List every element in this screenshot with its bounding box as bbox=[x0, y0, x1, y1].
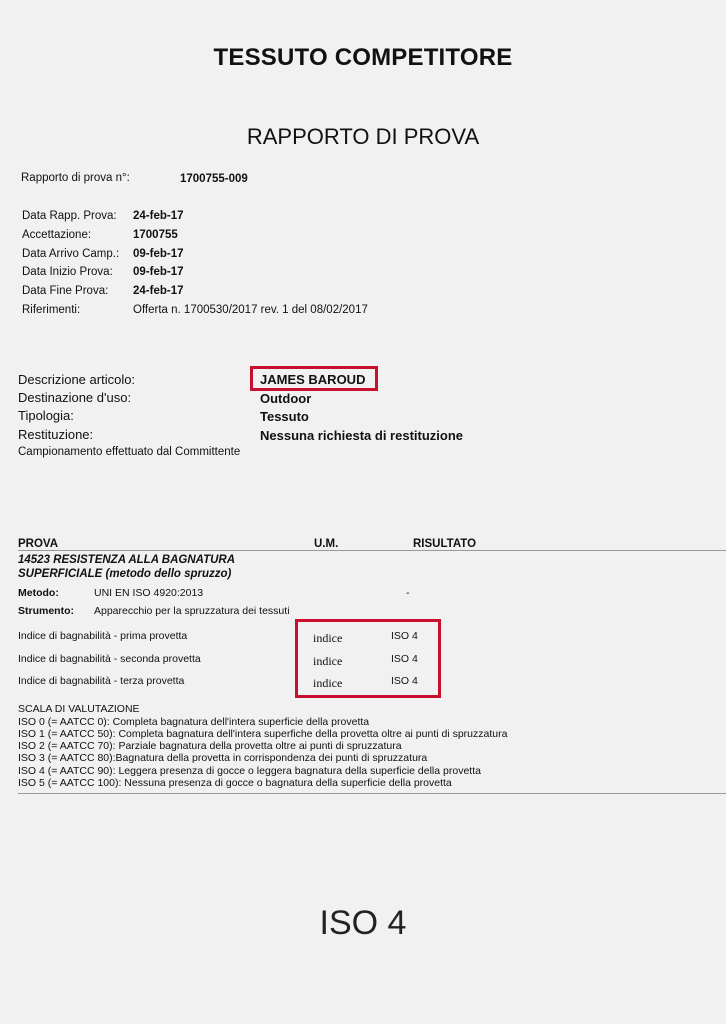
test-name-line2: SUPERFICIALE (metodo dello spruzzo) bbox=[18, 568, 232, 580]
result-row-um: indice bbox=[313, 654, 343, 668]
article-value: JAMES BAROUD bbox=[260, 372, 366, 387]
field-label: Data Arrivo Camp.: bbox=[22, 248, 120, 260]
sampling-note: Campionamento effettuato dal Committente bbox=[18, 446, 241, 458]
field-value: Offerta n. 1700530/2017 rev. 1 del 08/02/2017 bbox=[133, 304, 368, 316]
result-row-value: ISO 4 bbox=[391, 653, 418, 665]
field-value: 09-feb-17 bbox=[133, 266, 184, 278]
header-divider bbox=[18, 550, 726, 551]
scale-line: ISO 4 (= AATCC 90): Leggera presenza di gocce o leggera bagnatura della superficie della provetta bbox=[18, 765, 481, 777]
article-label: Restituzione: bbox=[18, 427, 94, 442]
field-label: Data Inizio Prova: bbox=[22, 266, 113, 278]
result-row-value: ISO 4 bbox=[391, 675, 418, 687]
method-value: UNI EN ISO 4920:2013 bbox=[94, 587, 204, 599]
instrument-value: Apparecchio per la spruzzatura dei tessuti bbox=[94, 605, 290, 617]
result-row-um: indice bbox=[313, 676, 343, 690]
field-label: Data Rapp. Prova: bbox=[22, 210, 117, 222]
result-row-label: Indice di bagnabilità - prima provetta bbox=[18, 630, 188, 642]
scale-line: ISO 5 (= AATCC 100): Nessuna presenza di gocce o bagnatura della superficie della provetta bbox=[18, 777, 452, 789]
article-label: Descrizione articolo: bbox=[18, 372, 136, 387]
field-label: Accettazione: bbox=[22, 229, 92, 241]
result-row-label: Indice di bagnabilità - terza provetta bbox=[18, 675, 185, 687]
report-number-label: Rapporto di prova n°: bbox=[21, 172, 130, 184]
result-row-um: indice bbox=[313, 631, 343, 645]
field-value: 24-feb-17 bbox=[133, 285, 184, 297]
document-title: TESSUTO COMPETITORE bbox=[213, 44, 513, 71]
article-value: Outdoor bbox=[260, 391, 312, 406]
test-name-line1: 14523 RESISTENZA ALLA BAGNATURA bbox=[18, 554, 236, 566]
report-number-value: 1700755-009 bbox=[180, 173, 248, 185]
method-dash: - bbox=[406, 587, 410, 599]
result-row-label: Indice di bagnabilità - seconda provetta bbox=[18, 653, 201, 665]
scale-line: ISO 0 (= AATCC 0): Completa bagnatura dell'intera superficie della provetta bbox=[18, 716, 370, 728]
result-row-value: ISO 4 bbox=[391, 630, 418, 642]
field-value: 09-feb-17 bbox=[133, 248, 184, 260]
article-value: Tessuto bbox=[260, 409, 309, 424]
scale-line: ISO 3 (= AATCC 80):Bagnatura della provetta in corrispondenza dei punti di spruzzatura bbox=[18, 752, 428, 764]
scale-title: SCALA DI VALUTAZIONE bbox=[18, 703, 140, 715]
big-result: ISO 4 bbox=[319, 904, 407, 942]
field-value: 24-feb-17 bbox=[133, 210, 184, 222]
col-header-prova: PROVA bbox=[18, 538, 59, 550]
field-label: Data Fine Prova: bbox=[22, 285, 109, 297]
field-label: Riferimenti: bbox=[22, 304, 81, 316]
report-heading: RAPPORTO DI PROVA bbox=[246, 124, 480, 149]
field-value: 1700755 bbox=[133, 229, 178, 241]
col-header-risultato: RISULTATO bbox=[413, 538, 477, 550]
article-label: Destinazione d'uso: bbox=[18, 390, 132, 405]
instrument-label: Strumento: bbox=[18, 605, 74, 617]
method-label: Metodo: bbox=[18, 587, 59, 599]
scale-line: ISO 1 (= AATCC 50): Completa bagnatura dell'intera superfiche della provetta oltre ai punti di spruzzatura bbox=[18, 728, 508, 740]
article-label: Tipologia: bbox=[18, 408, 74, 423]
article-value: Nessuna richiesta di restituzione bbox=[260, 428, 464, 443]
scale-divider bbox=[18, 793, 726, 794]
col-header-um: U.M. bbox=[314, 538, 339, 550]
scale-line: ISO 2 (= AATCC 70): Parziale bagnatura della provetta oltre ai punti di spruzzatura bbox=[18, 740, 402, 752]
